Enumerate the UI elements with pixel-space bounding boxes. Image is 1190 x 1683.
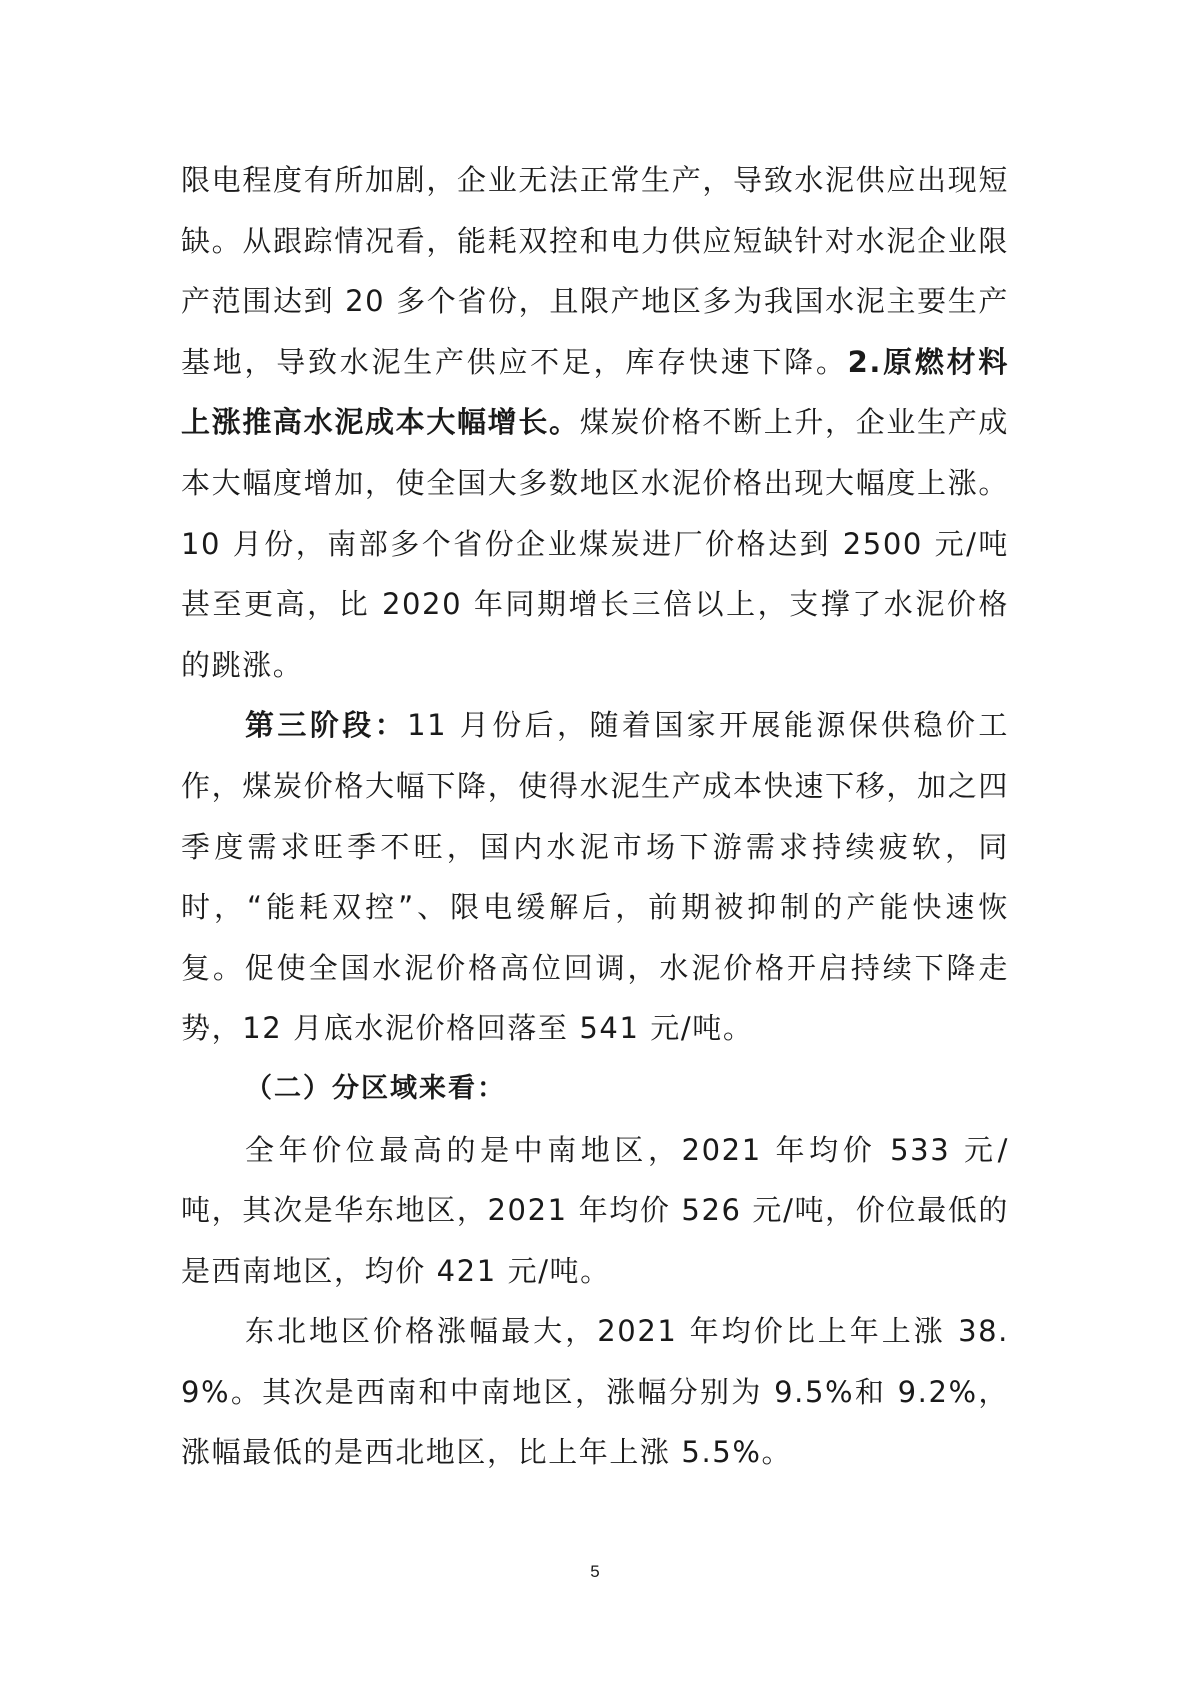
- paragraph-1-text-a: 限电程度有所加剧，企业无法正常生产，导致水泥供应出现短缺。从跟踪情况看，能耗双控和电力供应短缺针对水泥企业限产范围达到 20 多个省份，且限产地区多为我国水泥主要生产基地，导致水泥生产供应不足，库存快速下降。: [181, 163, 1009, 379]
- paragraph-2-bold-label: 第三阶段：: [245, 708, 408, 743]
- paragraph-regional-price-growth: 东北地区价格涨幅最大，2021 年均价比上年上涨 38.9%。其次是西南和中南地区，涨幅分别为 9.5%和 9.2%，涨幅最低的是西北地区，比上年上涨 5.5%。: [181, 1314, 1009, 1470]
- document-body: [181, 150, 1009, 1483]
- paragraph-1-text-b: 煤炭价格不断上升，企业生产成本大幅度增加，使全国大多数地区水泥价格出现大幅度上涨。10 月份，南部多个省份企业煤炭进厂价格达到 2500 元/吨甚至更高，比 2020 年同期增长三倍以上，支撑了水泥价格的跳涨。: [181, 405, 1009, 682]
- paragraph-supply-shortage: [181, 150, 1009, 695]
- section-heading-by-region: （二）分区域来看：: [245, 1072, 506, 1104]
- paragraph-2-text: 11 月份后，随着国家开展能源保供稳价工作，煤炭价格大幅下降，使得水泥生产成本快速下移，加之四季度需求旺季不旺，国内水泥市场下游需求持续疲软，同时，“能耗双控”、限电缓解后，前期被抑制的产能快速恢复。促使全国水泥价格高位回调，水泥价格开启持续下降走势，12 月底水泥价格回落至 541 元/吨。: [181, 708, 1009, 1046]
- page-number: 5: [590, 1562, 600, 1581]
- paragraph-third-stage: [181, 695, 1009, 1059]
- paragraph-regional-price-levels: 全年价位最高的是中南地区，2021 年均价 533 元/吨，其次是华东地区，2021 年均价 526 元/吨，价位最低的是西南地区，均价 421 元/吨。: [181, 1132, 1009, 1288]
- paragraph-1-bold-heading: 2.原燃材料上涨推高水泥成本大幅增长。: [181, 344, 1009, 440]
